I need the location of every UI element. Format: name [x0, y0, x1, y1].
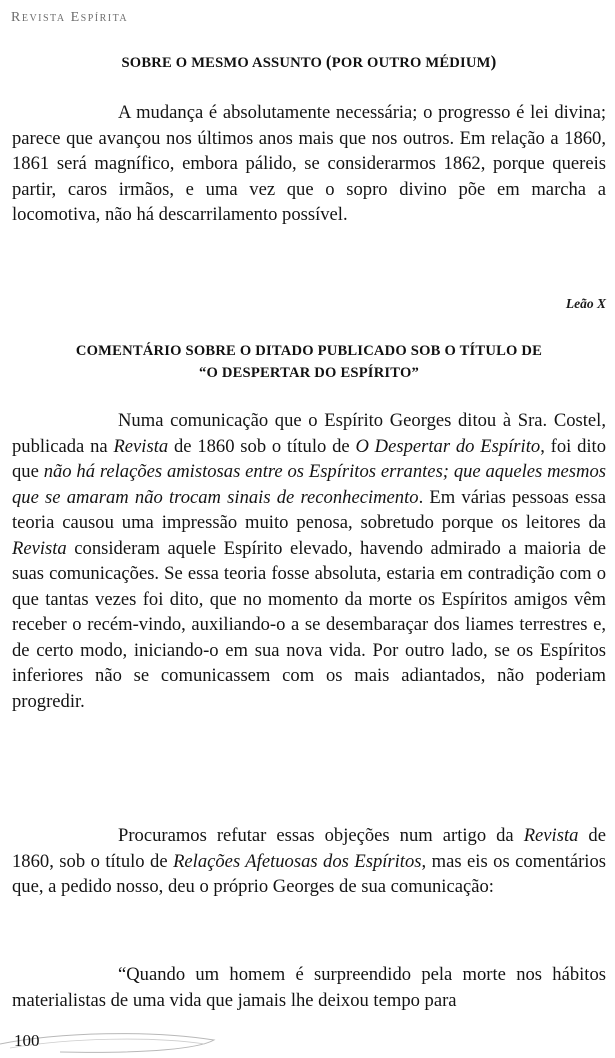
p2-italic-1: Revista — [113, 435, 169, 457]
section-title-1-text-a: SOBRE O MESMO ASSUNTO — [121, 55, 326, 71]
section-title-2-line-2: “O DESPERTAR DO ESPÍRITO” — [198, 365, 420, 381]
paragraph-4 — [12, 962, 606, 1013]
paragraph-1-text: A mudança é absolutamente necessária; o progresso é lei divina; parece que avançou nos últimos anos mais que nos outros. Em relação a 1860, 1861 será magnífico, embora pálido, se considerarmos 1862, porque quereis partir, caros irmãos, e uma vez que o sopro divino põe em marcha a locomotiva, não há descarrilamento possível. — [12, 102, 606, 225]
p2-text-4: . Em várias pessoas essa teoria causou uma impressão muito penosa, sobretudo porque os leitores da — [12, 486, 606, 533]
signature: Leão X — [565, 296, 606, 311]
p3-italic-2: Relações Afetuosas dos Espíritos — [173, 850, 422, 872]
section-title-1-paren-close: ) — [490, 52, 497, 71]
p2-text-3: , foi dito que — [12, 435, 607, 482]
section-title-1-paren-open: ( — [325, 52, 332, 71]
section-title-2 — [12, 340, 606, 384]
p4-text: “Quando um homem é surpreendido pela morte nos hábitos materialistas de uma vida que jamais lhe deixou tempo para — [12, 964, 606, 1011]
section-title-1-text-b: POR OUTRO MÉDIUM — [331, 55, 491, 71]
p2-text-2: de 1860 sob o título de — [168, 435, 356, 457]
section-title-2-line-1: COMENTÁRIO SOBRE O DITADO PUBLICADO SOB O TÍTULO DE — [75, 343, 543, 359]
paragraph-1 — [12, 100, 606, 228]
p2-text-5: consideram aquele Espírito elevado, havendo admirado a maioria de suas comunicações. Se essa teoria fosse absoluta, estaria em contradição com o que tantas vezes foi dito, que no momento da morte os Espíritos amigos vêm receber o recém-vindo, auxiliando-o a se desembaraçar dos liames terrestres e, de certo modo, iniciando-o em sua nova vida. Por outro lado, se os Espíritos inferiores não se comunicassem com os mais adiantados, não poderiam progredir. — [12, 537, 606, 712]
p2-italic-3: não há relações amistosas entre os Espíritos errantes; que aqueles mesmos que se amaram não trocam sinais de reconhecimento — [12, 461, 606, 508]
p3-text-1: Procuramos refutar essas objeções num artigo da — [118, 825, 524, 846]
p3-italic-1: Revista — [523, 825, 579, 846]
p2-italic-4: Revista — [12, 537, 67, 559]
p2-italic-2: O Despertar do Espírito — [355, 435, 541, 457]
paragraph-3 — [12, 823, 606, 900]
section-title-1 — [12, 51, 606, 74]
page-number: 100 — [14, 1031, 40, 1050]
p3-text-2: de 1860, sob o título de — [12, 825, 606, 872]
running-header: Revista Espírita — [11, 10, 129, 25]
paragraph-2 — [12, 408, 606, 714]
p3-text-3: , mas eis os comentários que, a pedido nosso, deu o próprio Georges de sua comunicação: — [12, 850, 607, 897]
p2-text-1: Numa comunicação que o Espírito Georges ditou à Sra. Costel, publicada na — [12, 410, 606, 457]
